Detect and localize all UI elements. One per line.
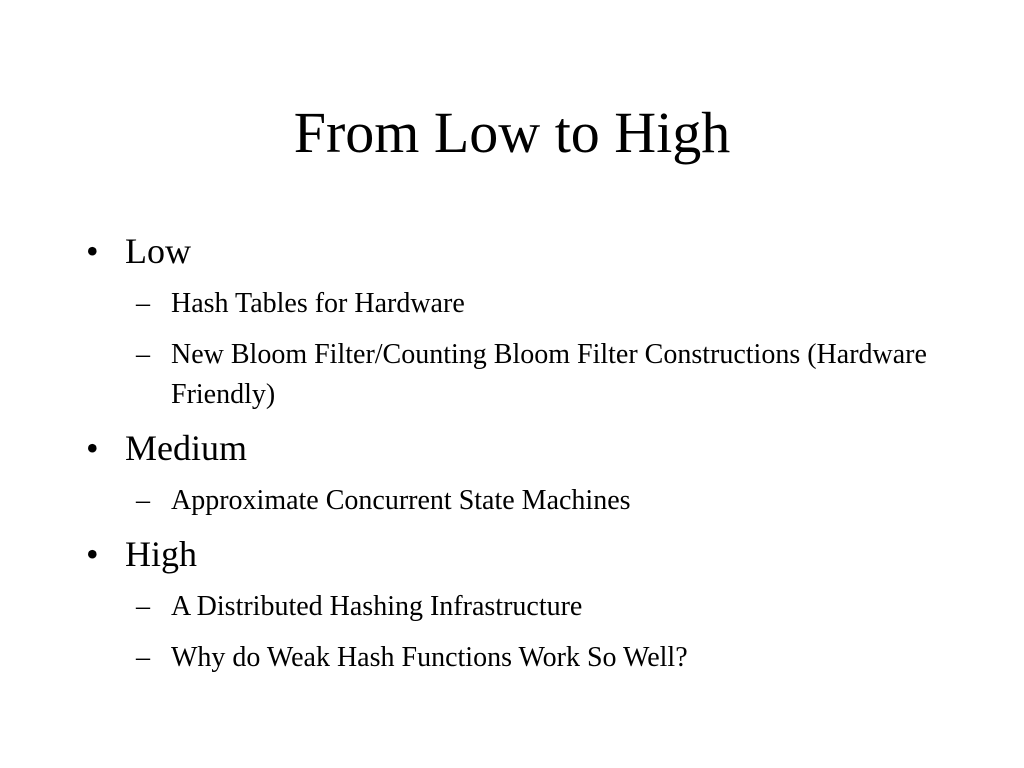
- bullet-label: Medium: [125, 428, 247, 468]
- sub-bullet-item: [0, 284, 1024, 324]
- slide-body: [0, 228, 1024, 678]
- bullet-label: High: [125, 534, 197, 574]
- sub-bullet-label: Why do Weak Hash Functions Work So Well?: [171, 642, 688, 673]
- bullet-item-low: [0, 228, 1024, 274]
- dash-icon: –: [136, 642, 150, 673]
- bullet-item-high: [0, 531, 1024, 577]
- dash-icon: –: [136, 339, 150, 370]
- bullet-item-medium: [0, 425, 1024, 471]
- dash-icon: –: [136, 591, 150, 622]
- sub-bullet-label: New Bloom Filter/Counting Bloom Filter Constructions (Hardware Friendly): [171, 339, 927, 410]
- sub-bullet-item: [0, 638, 1024, 678]
- bullet-icon: •: [86, 428, 99, 468]
- bullet-icon: •: [86, 231, 99, 271]
- slide-title: From Low to High: [293, 100, 731, 165]
- bullet-icon: •: [86, 534, 99, 574]
- sub-bullet-item: [0, 335, 1024, 415]
- sub-bullet-label: A Distributed Hashing Infrastructure: [171, 591, 583, 622]
- sub-bullet-item: [0, 481, 1024, 521]
- bullet-label: Low: [125, 231, 191, 271]
- dash-icon: –: [136, 288, 150, 319]
- dash-icon: –: [136, 485, 150, 516]
- sub-bullet-item: [0, 587, 1024, 627]
- sub-bullet-label: Hash Tables for Hardware: [171, 288, 465, 319]
- sub-bullet-label: Approximate Concurrent State Machines: [171, 485, 631, 516]
